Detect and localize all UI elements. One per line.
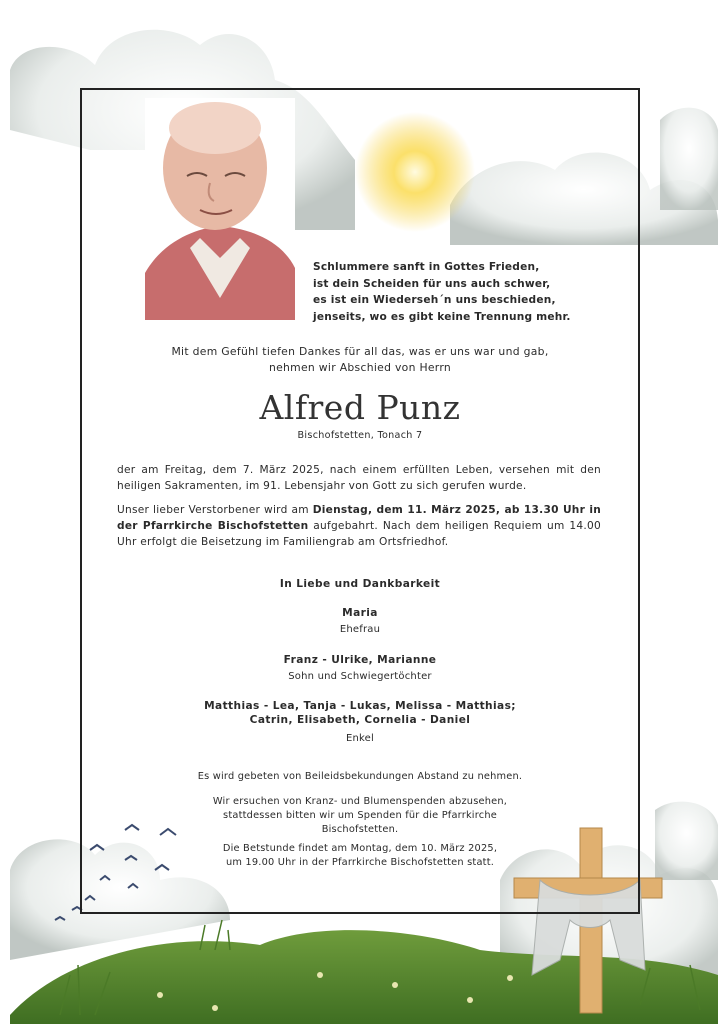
deceased-name: Alfred Punz (259, 388, 461, 427)
portrait-photo (145, 98, 295, 320)
mourner-relation: Sohn und Schwiegertöchter (288, 671, 432, 682)
funeral-date-text: Dienstag, dem 11. März 2025, ab 13.30 Uhr in der Pfarrkirche Bischofstetten (117, 504, 601, 532)
verse-line: es ist ein Wiederseh´n uns beschieden, (313, 294, 556, 306)
flowers-notice (90, 795, 630, 837)
notice-line: Wir ersuchen von Kranz- und Blumenspenden abzusehen, (212, 796, 508, 807)
notice-line: um 19.00 Uhr in der Pfarrkirche Bischofstetten statt. (225, 857, 495, 868)
condolence-notice: Es wird gebeten von Beileidsbekundungen Abstand zu nehmen. (197, 771, 523, 782)
death-paragraph: der am Freitag, dem 7. März 2025, nach einem erfüllten Leben, versehen mit den heiligen Sakramenten, im 91. Lebensjahr von Gott zu sich gerufen wurde. (117, 464, 601, 492)
deceased-address: Bischofstetten, Tonach 7 (297, 430, 423, 441)
mourner-names: Maria (342, 607, 378, 619)
mourner-relation: Ehefrau (339, 624, 381, 635)
funeral-text: aufgebahrt. Nach dem heiligen Requiem um 14.00 Uhr erfolgt die Beisetzung im Familiengrab am Ortsfriedhof. (117, 520, 601, 548)
mourner-names: Catrin, Elisabeth, Cornelia - Daniel (249, 714, 471, 726)
funeral-paragraph (117, 502, 601, 550)
verse-line: ist dein Scheiden für uns auch schwer, (313, 277, 551, 290)
intro-text (90, 344, 630, 376)
intro-line: Mit dem Gefühl tiefen Dankes für all das, was er uns war und gab, (171, 345, 549, 358)
verse-line: Schlummere sanft in Gottes Frieden, (313, 261, 540, 273)
notice-line: Die Betstunde findet am Montag, dem 10. März 2025, (222, 843, 498, 854)
verse-line: jenseits, wo es gibt keine Trennung mehr. (313, 310, 571, 323)
notice-line: Bischofstetten. (321, 824, 399, 835)
verse (313, 259, 613, 325)
mourner-relation: Enkel (345, 733, 375, 744)
intro-line: nehmen wir Abschied von Herrn (268, 361, 452, 374)
mourners-heading: In Liebe und Dankbarkeit (279, 578, 441, 590)
funeral-text: Unser lieber Verstorbener wird am (117, 504, 313, 516)
notice-line: stattdessen bitten wir um Spenden für die Pfarrkirche (223, 810, 497, 821)
mourner-names: Matthias - Lea, Tanja - Lukas, Melissa - Matthias; (204, 700, 516, 712)
mourner-names: Franz - Ulrike, Marianne (283, 654, 437, 666)
prayer-notice (90, 842, 630, 870)
